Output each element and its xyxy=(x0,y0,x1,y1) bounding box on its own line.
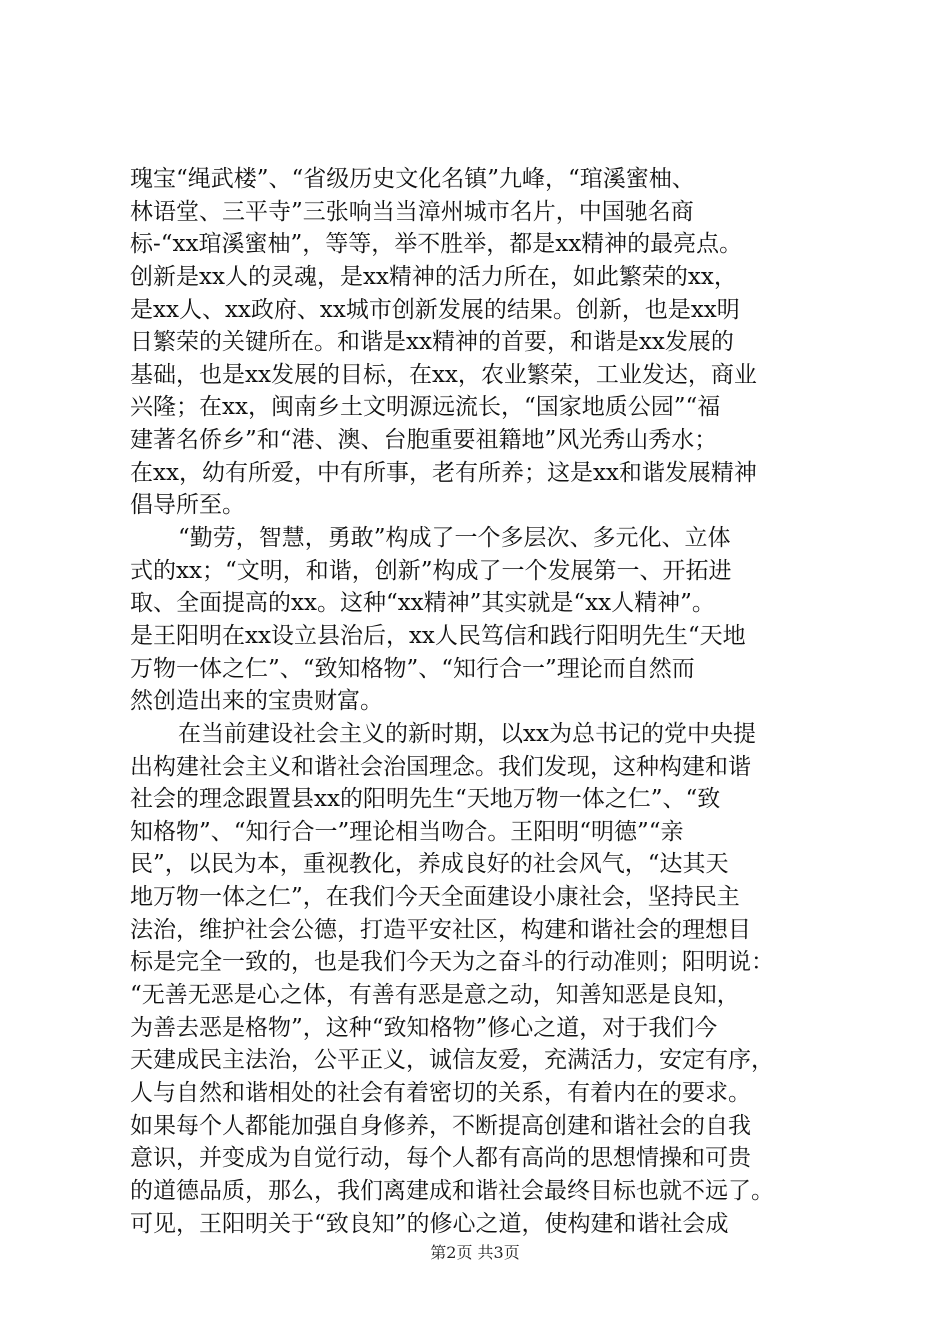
page-footer: 第2页 共3页 xyxy=(430,1243,520,1262)
paragraph-start-line: “勤劳，智慧，勇敢”构成了一个多层次、多元化、立体 xyxy=(178,525,731,552)
text-line: 取、全面提高的xx。这种“xx精神”其实就是“xx人精神”。 xyxy=(130,590,715,617)
text-line: 建著名侨乡”和“港、澳、台胞重要祖籍地”风光秀山秀水； xyxy=(130,427,718,454)
text-line: 知格物”、“知行合一”理论相当吻合。王阳明“明德”“亲 xyxy=(130,818,684,845)
text-line: 的道德品质，那么，我们离建成和谐社会最终目标也就不远了。 xyxy=(130,1177,774,1204)
text-line: 如果每个人都能加强自身修养，不断提高创建和谐社会的自我 xyxy=(130,1112,751,1139)
text-line: 是王阳明在xx设立县治后，xx人民笃信和践行阳明先生“天地 xyxy=(130,622,746,649)
text-line: 创新是xx人的灵魂，是xx精神的活力所在，如此繁荣的xx， xyxy=(130,263,737,290)
document-body xyxy=(130,163,830,1240)
text-line: 人与自然和谐相处的社会有着密切的关系，有着内在的要求。 xyxy=(130,1079,751,1106)
text-line: 式的xx；“文明，和谐，创新”构成了一个发展第一、开拓进 xyxy=(130,557,732,584)
text-line: 可见，王阳明关于“致良知”的修心之道，使构建和谐社会成 xyxy=(130,1210,729,1237)
text-line: 意识，并变成为自觉行动，每个人都有高尚的思想情操和可贵 xyxy=(130,1145,751,1172)
text-line: “无善无恶是心之体，有善有恶是意之动，知善知恶是良知， xyxy=(130,982,740,1009)
text-line: 民”，以民为本，重视教化，养成良好的社会风气，“达其天 xyxy=(130,851,729,878)
text-line: 社会的理念跟置县xx的阳明先生“天地万物一体之仁”、“致 xyxy=(130,786,721,813)
text-line: 兴隆；在xx，闽南乡土文明源远流长，“国家地质公园”“福 xyxy=(130,394,721,421)
text-line: 瑰宝“绳武楼”、“省级历史文化名镇”九峰，“琯溪蜜柚、 xyxy=(130,166,695,192)
text-line: 然创造出来的宝贵财富。 xyxy=(130,688,383,715)
text-line: 法治，维护社会公德，打造平安社区，构建和谐社会的理想目 xyxy=(130,916,751,943)
text-line: 倡导所至。 xyxy=(130,492,245,519)
text-line: 是xx人、xx政府、xx城市创新发展的结果。创新，也是xx明 xyxy=(130,296,740,323)
text-line: 基础，也是xx发展的目标，在xx，农业繁荣，工业发达，商业 xyxy=(130,361,757,388)
paragraph-start-line: 在当前建设社会主义的新时期，以xx为总书记的党中央提 xyxy=(178,720,756,747)
text-line: 出构建社会主义和谐社会治国理念。我们发现，这种构建和谐 xyxy=(130,753,751,780)
text-line: 万物一体之仁”、“致知格物”、“知行合一”理论而自然而 xyxy=(130,655,695,682)
text-line: 在xx，幼有所爱，中有所事，老有所养；这是xx和谐发展精神 xyxy=(130,459,757,486)
text-line: 标是完全一致的，也是我们今天为之奋斗的行动准则；阳明说： xyxy=(130,949,774,976)
text-line: 日繁荣的关键所在。和谐是xx精神的首要，和谐是xx发展的 xyxy=(130,329,734,356)
text-line: 标-“xx琯溪蜜柚”，等等，举不胜举，都是xx精神的最亮点。 xyxy=(130,231,743,258)
text-line: 地万物一体之仁”，在我们今天全面建设小康社会，坚持民主 xyxy=(130,884,740,911)
text-line: 天建成民主法治，公平正义，诚信友爱，充满活力，安定有序， xyxy=(130,1047,774,1074)
text-line: 为善去恶是格物”，这种“致知格物”修心之道，对于我们今 xyxy=(130,1014,718,1041)
text-line: 林语堂、三平寺”三张响当当漳州城市名片，中国驰名商 xyxy=(130,198,694,225)
